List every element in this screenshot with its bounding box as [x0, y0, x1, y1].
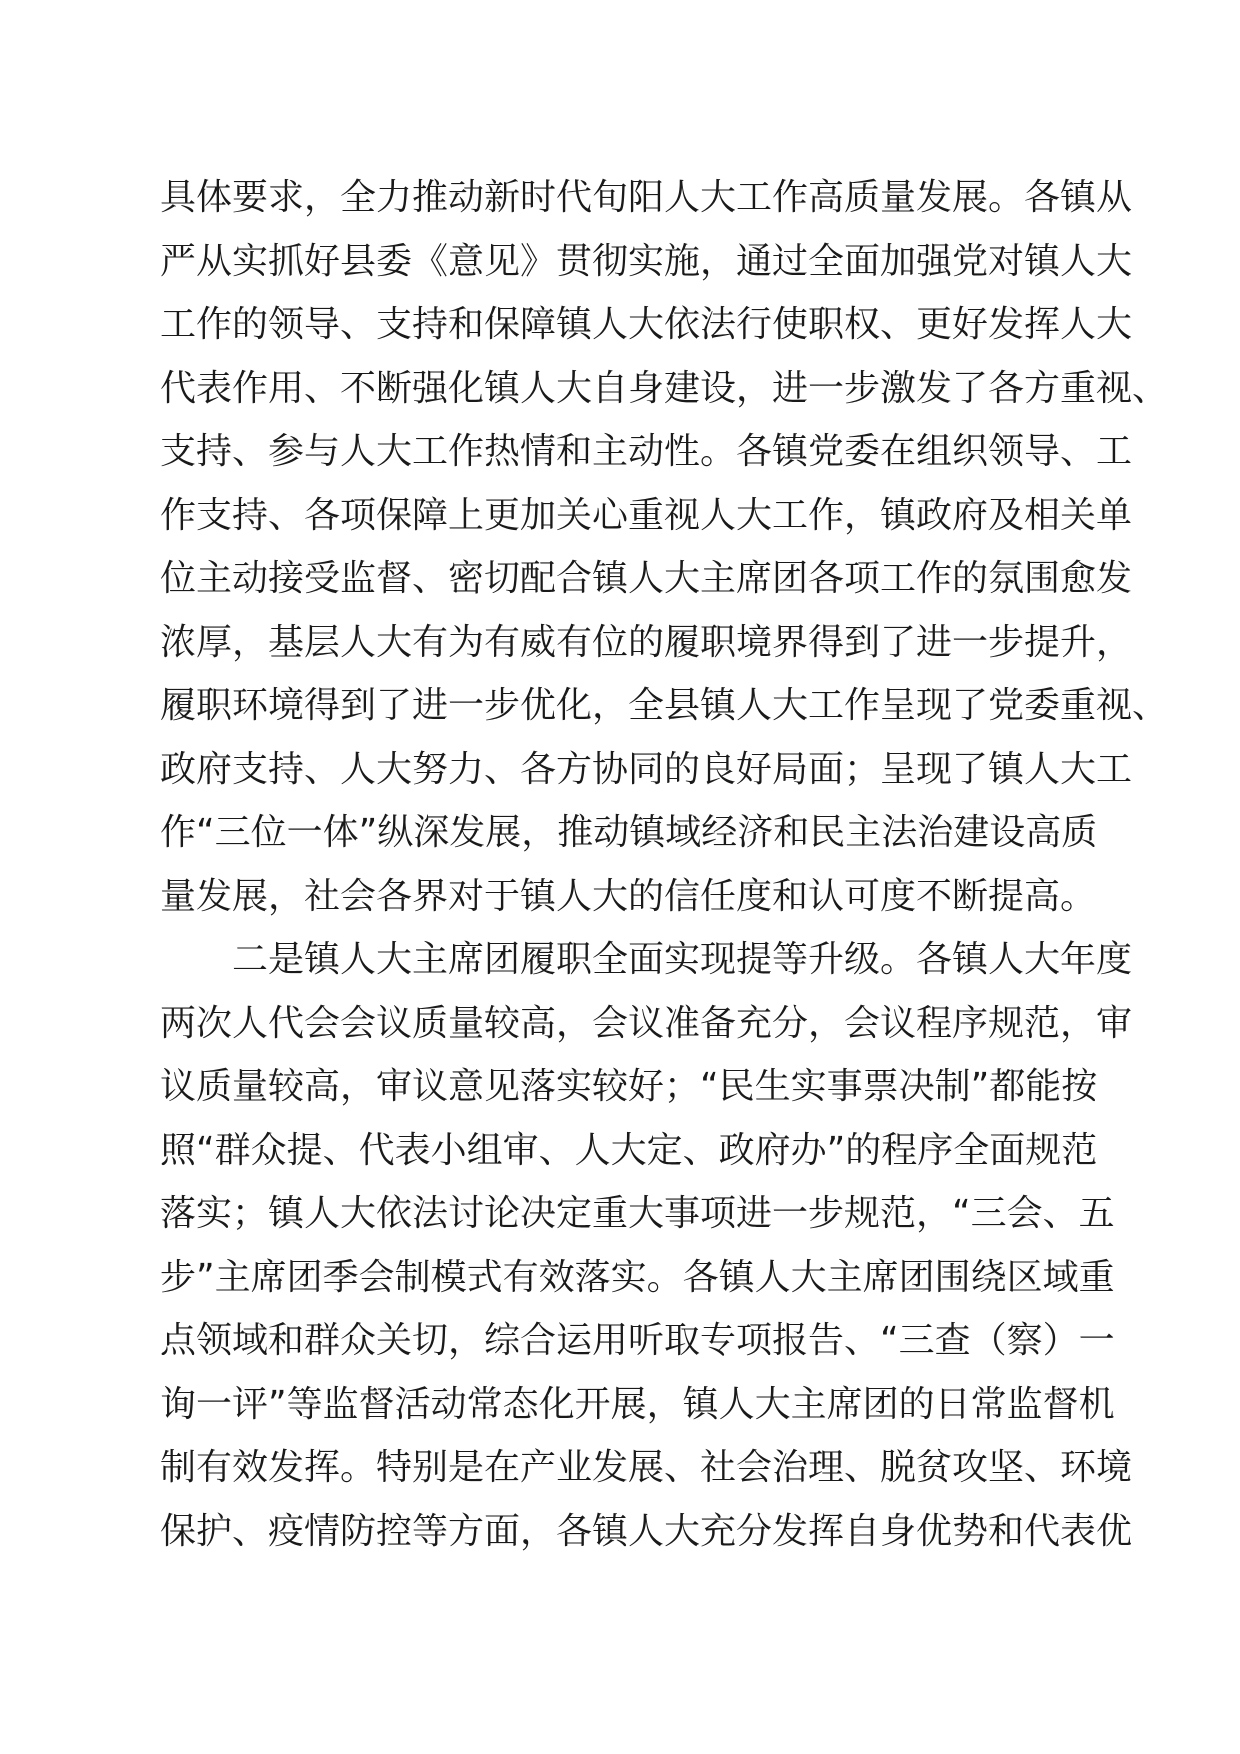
text-line: 询一评”等监督活动常态化开展，镇人大主席团的日常监督机 — [160, 1383, 1115, 1425]
text-line: 步”主席团季会制模式有效落实。各镇人大主席团围绕区域重 — [160, 1256, 1115, 1298]
text-line: 政府支持、人大努力、各方协同的良好局面；呈现了镇人大工 — [160, 748, 1133, 790]
text-line: 工作的领导、支持和保障镇人大依法行使职权、更好发挥人大 — [160, 304, 1133, 345]
text-line: 支持、参与人大工作热情和主动性。各镇党委在组织领导、工 — [160, 431, 1133, 472]
text-line: 作支持、各项保障上更加关心重视人大工作，镇政府及相关单 — [160, 494, 1133, 536]
text-line: 点领域和群众关切，综合运用听取专项报告、“三查（察）一 — [160, 1320, 1115, 1361]
text-line: 履职环境得到了进一步优化，全县镇人大工作呈现了党委重视、 — [160, 685, 1169, 726]
text-line: 落实；镇人大依法讨论决定重大事项进一步规范，“三会、五 — [160, 1193, 1115, 1234]
text-line: 议质量较高，审议意见落实较好；“民生实事票决制”都能按 — [160, 1066, 1098, 1107]
text-line: 浓厚，基层人大有为有威有位的履职境界得到了进一步提升， — [160, 621, 1133, 663]
text-line: 代表作用、不断强化镇人大自身建设，进一步激发了各方重视、 — [160, 367, 1169, 409]
text-line: 量发展，社会各界对于镇人大的信任度和认可度不断提高。 — [160, 875, 1097, 917]
paragraph-start-line: 二是镇人大主席团履职全面实现提等升级。各镇人大年度 — [232, 939, 1133, 980]
text-line: 具体要求，全力推动新时代旬阳人大工作高质量发展。各镇从 — [160, 177, 1133, 218]
text-line: 两次人代会会议质量较高，会议准备充分，会议程序规范，审 — [160, 1002, 1133, 1044]
text-line: 作“三位一体”纵深发展，推动镇域经济和民主法治建设高质 — [160, 812, 1098, 853]
body-text — [160, 166, 1169, 1563]
text-line: 严从实抓好县委《意见》贯彻实施，通过全面加强党对镇人大 — [160, 240, 1133, 282]
text-line: 照“群众提、代表小组审、人大定、政府办”的程序全面规范 — [160, 1129, 1098, 1171]
text-line: 制有效发挥。特别是在产业发展、社会治理、脱贫攻坚、环境 — [160, 1447, 1133, 1488]
text-line: 位主动接受监督、密切配合镇人大主席团各项工作的氛围愈发 — [160, 558, 1133, 599]
text-line: 保护、疫情防控等方面，各镇人大充分发挥自身优势和代表优 — [160, 1510, 1133, 1552]
